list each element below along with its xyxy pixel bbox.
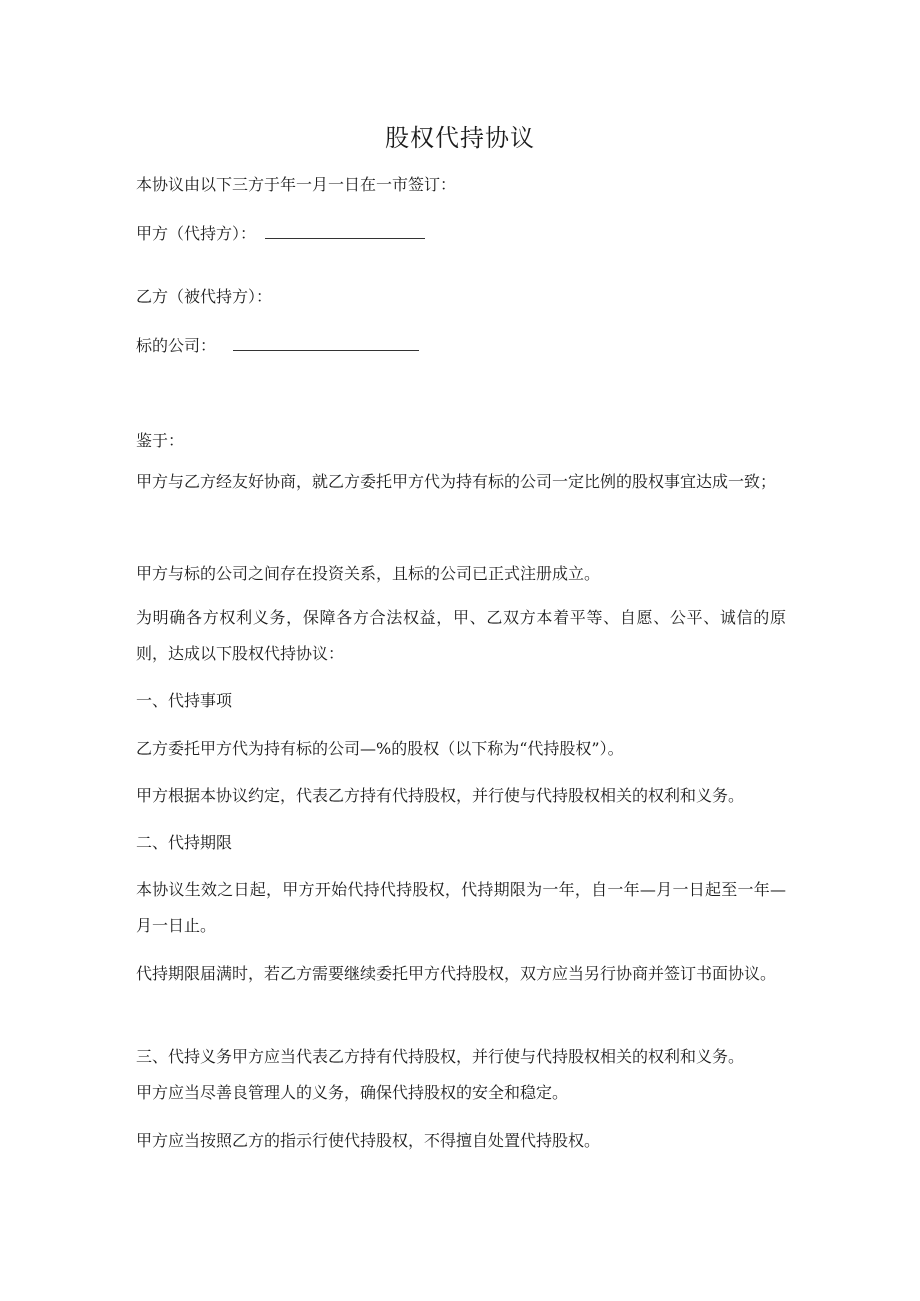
document-title: 股权代持协议 [385,124,535,152]
section-3-p1: 甲方应当尽善良管理人的义务，确保代持股权的安全和稳定。 [136,1083,569,1102]
whereas-heading: 鉴于： [136,431,185,450]
company-blank [233,334,419,351]
section-2-p2: 代持期限届满时，若乙方需要继续委托甲方代持股权，双方应当另行协商并签订书面协议。 [136,964,777,983]
section-1-p2: 甲方根据本协议约定，代表乙方持有代持股权，并行使与代持股权相关的权利和义务。 [136,786,745,805]
section-2-p1: 本协议生效之日起，甲方开始代持代持股权，代持期限为一年，自一年—月一日起至一年—月一日止。 [136,880,786,935]
company-line [136,334,419,357]
recital-3: 为明确各方权利义务，保障各方合法权益，甲、乙双方本着平等、自愿、公平、诚信的原则，达成以下股权代持协议： [136,608,786,663]
section-1-heading: 一、代持事项 [136,691,233,710]
company-label: 标的公司： [136,336,217,355]
section-3-heading: 三、代持义务甲方应当代表乙方持有代持股权，并行使与代持股权相关的权利和义务。 [136,1047,745,1066]
intro-line: 本协议由以下三方于年一月一日在一市签订： [136,175,457,194]
section-3-p2: 甲方应当按照乙方的指示行使代持股权，不得擅自处置代持股权。 [136,1131,601,1150]
party-a-label: 甲方（代持方）： [136,224,257,243]
recital-2: 甲方与标的公司之间存在投资关系，且标的公司已正式注册成立。 [136,564,601,583]
section-2-heading: 二、代持期限 [136,833,233,852]
recital-1: 甲方与乙方经友好协商，就乙方委托甲方代为持有标的公司一定比例的股权事宜达成一致； [136,472,777,491]
party-a-blank [265,222,425,239]
section-1-p1: 乙方委托甲方代为持有标的公司—%的股权（以下称为“代持股权”）。 [136,739,624,758]
party-a-line [136,222,425,245]
party-b-line: 乙方（被代持方）： [136,287,273,306]
